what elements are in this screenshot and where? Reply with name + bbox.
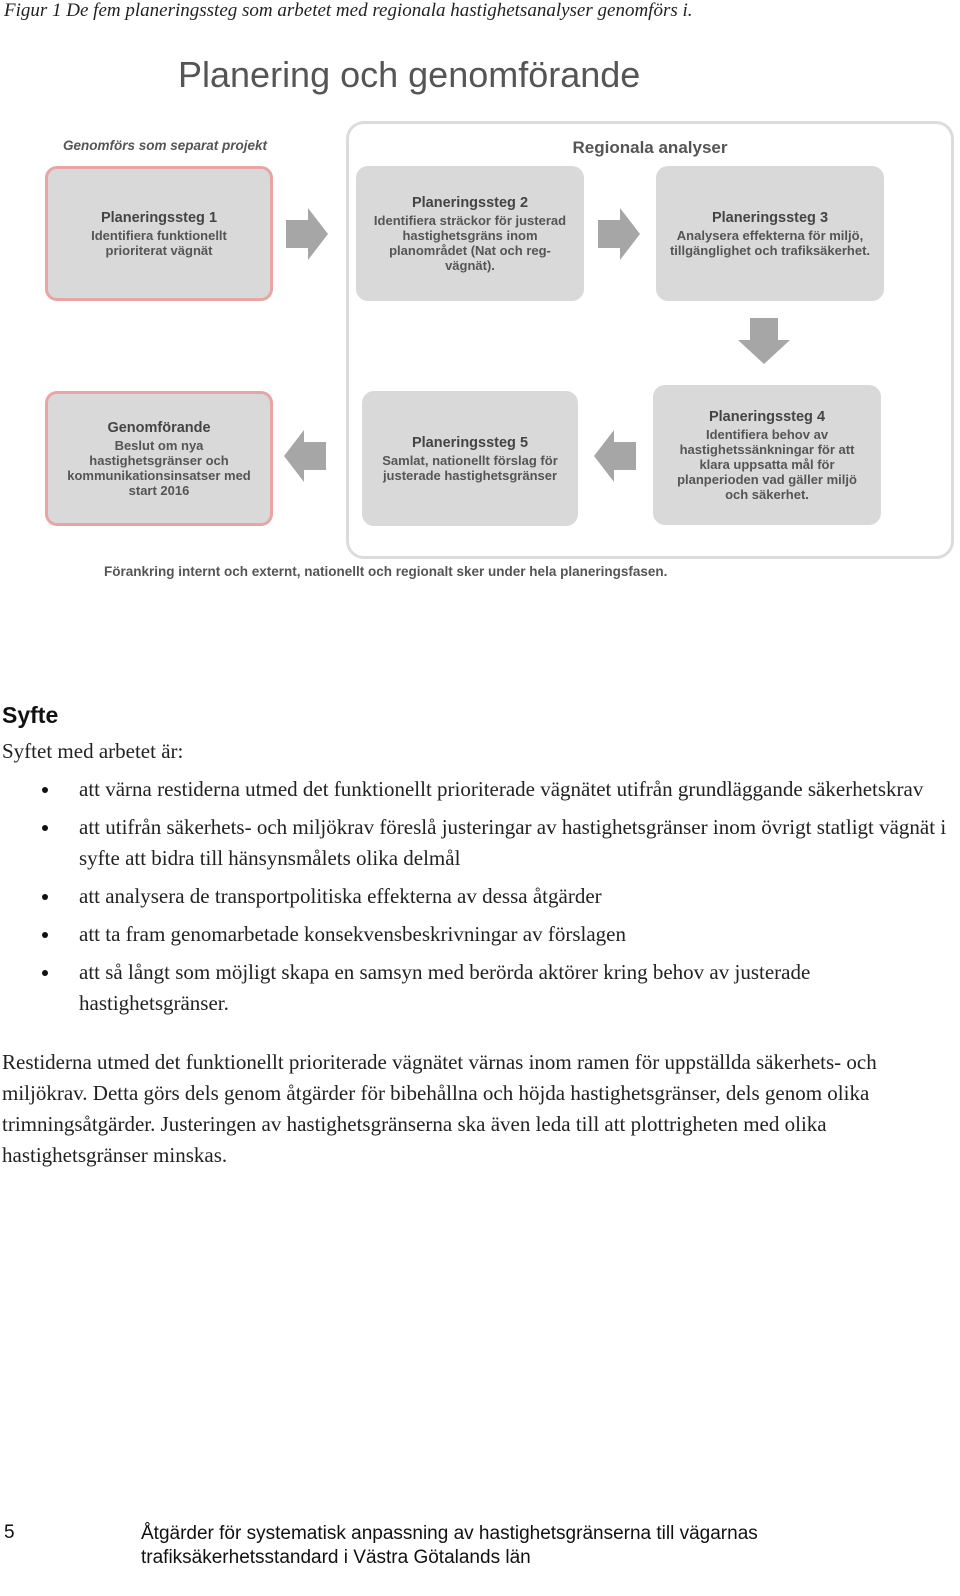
arrow-down-icon: [738, 318, 790, 364]
list-item-text: att analysera de transportpolitiska effekterna av dessa åtgärder: [79, 884, 602, 908]
list-item-text: att så långt som möjligt skapa en samsyn med berörda aktörer kring behov av justerade hastighetsgränser.: [79, 960, 811, 1015]
figure-footnote: Förankring internt och externt, nationellt och regionalt sker under hela planeringsfasen.: [104, 564, 668, 579]
list-item-text: att ta fram genomarbetade konsekvensbeskrivningar av förslagen: [79, 922, 626, 946]
list-item-text: att utifrån säkerhets- och miljökrav föreslå justeringar av hastighetsgränser inom övrigt statligt vägnät i syfte att bidra till hänsynsmålets olika delmål: [79, 815, 947, 870]
figure-caption: Figur 1 De fem planeringssteg som arbetet med regionala hastighetsanalyser genomförs i.: [4, 0, 693, 21]
arrow-left-icon: [594, 430, 636, 482]
purpose-list: [0, 774, 950, 1026]
list-item: [0, 957, 950, 1019]
list-item-text: att värna restiderna utmed det funktionellt prioriterade vägnätet utifrån grundläggande säkerhetskrav: [79, 777, 924, 801]
implementation-desc: Beslut om nya hastighetsgränser och kommunikationsinsatser med start 2016: [67, 437, 251, 498]
list-item: [0, 812, 950, 874]
separate-project-label: Genomförs som separat projekt: [63, 138, 268, 153]
running-title: Åtgärder för systematisk anpassning av hastighetsgränserna till vägarnas trafiksäkerhetsstandard i Västra Götalands län: [141, 1523, 758, 1568]
step-2-title: Planeringssteg 2: [411, 194, 529, 211]
list-item: [0, 881, 950, 912]
step-1-desc: Identifiera funktionellt prioriterat vägnät: [91, 227, 227, 258]
step-4-title: Planeringssteg 4: [708, 408, 826, 425]
implementation-box: [45, 391, 273, 526]
implementation-title: Genomförande: [107, 419, 211, 436]
bullet-icon: [42, 970, 48, 976]
step-3-desc: Analysera effekterna för miljö, tillgänglighet och trafiksäkerhet.: [669, 227, 871, 258]
arrow-right-icon: [286, 208, 328, 260]
bullet-icon: [42, 825, 48, 831]
regional-analyses-label: Regionala analyser: [572, 138, 728, 157]
section-intro: Syftet med arbetet är:: [2, 739, 184, 763]
bullet-icon: [42, 894, 48, 900]
bullet-icon: [42, 932, 48, 938]
list-item: [0, 919, 950, 950]
step-5-title: Planeringssteg 5: [411, 434, 529, 451]
step-2-desc: Identifiera sträckor för justerad hastighetsgräns inom planområdet (Nat och reg-vägnät).: [373, 212, 567, 273]
step-4-box: [653, 385, 881, 525]
step-3-box: [656, 166, 884, 301]
arrow-right-icon: [598, 208, 640, 260]
figure-title: Planering och genomförande: [178, 54, 641, 95]
section-heading: Syfte: [2, 702, 59, 728]
step-1-title: Planeringssteg 1: [100, 209, 218, 226]
step-3-title: Planeringssteg 3: [711, 209, 829, 226]
arrow-left-icon: [284, 430, 326, 482]
step-5-box: [362, 391, 578, 526]
step-2-box: [356, 166, 584, 301]
step-4-desc: Identifiera behov av hastighetssänkningar för att klara uppsatta mål för planperioden vad gäller miljö och säkerhet.: [677, 426, 857, 502]
step-1-box: [45, 166, 273, 301]
bullet-icon: [42, 787, 48, 793]
page-number: 5: [4, 1522, 15, 1543]
list-item: [0, 774, 950, 805]
step-5-desc: Samlat, nationellt förslag för justerade hastighetsgränser: [382, 452, 558, 483]
body-paragraph: Restiderna utmed det funktionellt prioriterade vägnätet värnas inom ramen för uppställda säkerhets- och miljökrav. Detta görs dels genom åtgärder för bibehållna och höjda hastighetsgränser, dels genom olika trimningsåtgärder. Justeringen av hastighetsgränserna ska även leda till att plottrigheten med olika hastighetsgränser minskas.: [2, 1050, 877, 1167]
